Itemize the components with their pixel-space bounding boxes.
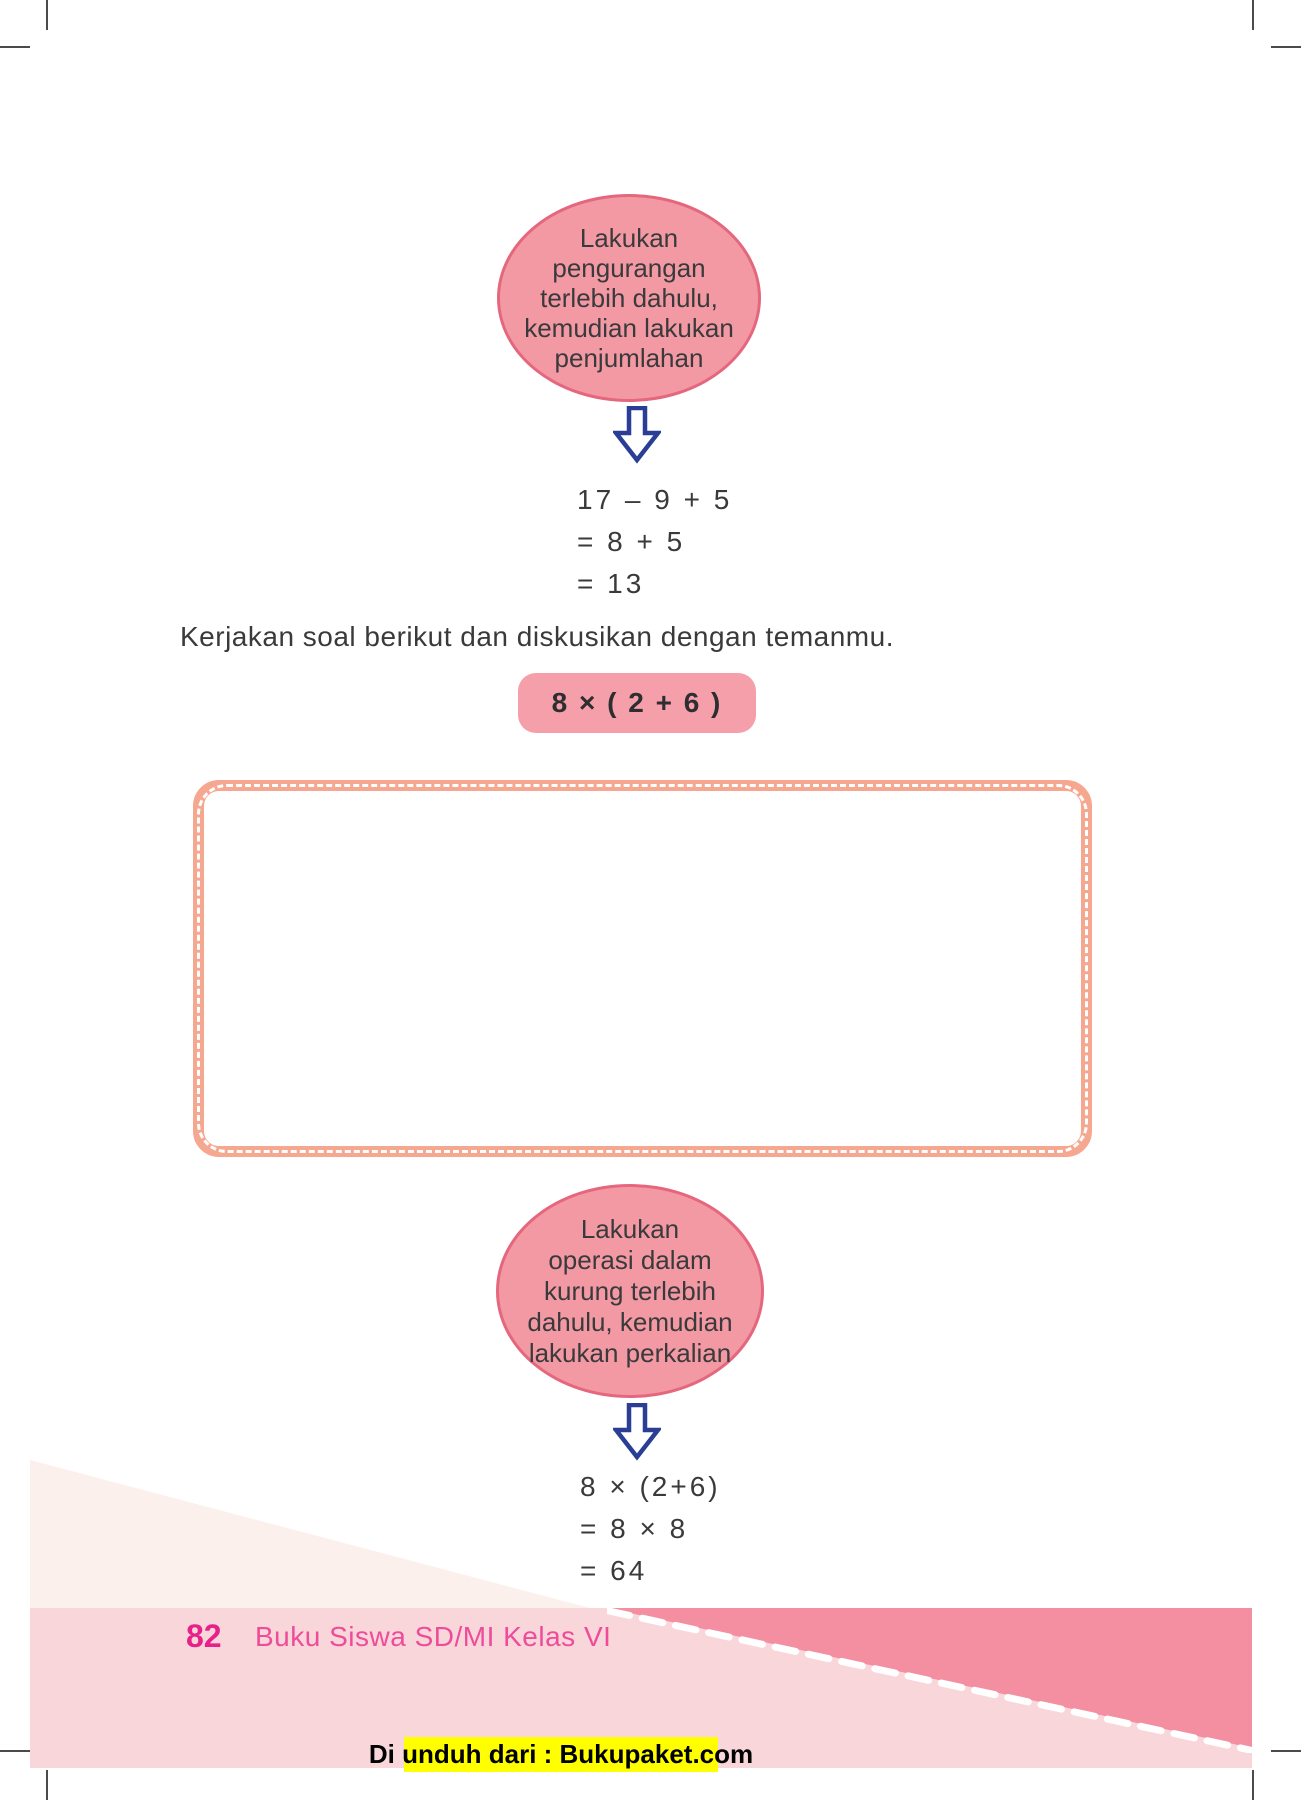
crop-mark-top-left-horizontal: [0, 46, 30, 48]
watermark-banner: [368, 1737, 754, 1772]
problem-label-chip: [518, 673, 756, 733]
hint-line: pengurangan: [552, 253, 706, 283]
crop-mark-bottom-right-horizontal: [1271, 1750, 1301, 1752]
hint-bubble-subtraction: [497, 194, 761, 402]
math-line: = 13: [577, 568, 645, 599]
hint-line: kurung terlebih: [544, 1275, 716, 1306]
math-line: = 8 + 5: [577, 526, 686, 557]
hint-line: lakukan perkalian: [528, 1337, 732, 1368]
crop-mark-top-left-vertical: [46, 0, 48, 30]
hint-line: penjumlahan: [554, 343, 704, 373]
hint-bubble-parentheses: [496, 1184, 764, 1398]
watermark-text: Di unduh dari : Bukupaket.com: [368, 1739, 754, 1769]
hint-line: Lakukan: [580, 1213, 680, 1244]
crop-mark-top-right-vertical: [1252, 0, 1254, 30]
decorative-pink-wedge: [607, 1605, 1252, 1753]
page-number: 82: [186, 1618, 222, 1654]
worked-example-1: [577, 479, 732, 605]
hint-line: operasi dalam: [548, 1244, 712, 1275]
hint-line: dahulu, kemudian: [527, 1306, 733, 1337]
footer-book-title: Buku Siswa SD/MI Kelas VI: [255, 1621, 612, 1652]
math-line: 8 × (2+6): [580, 1471, 721, 1502]
crop-mark-top-right-horizontal: [1271, 46, 1301, 48]
decorative-pale-triangle: [30, 1460, 590, 1608]
answer-box: [193, 780, 1092, 1157]
problem-label: 8 × ( 2 + 6 ): [551, 687, 723, 718]
crop-mark-bottom-left-horizontal: [0, 1750, 30, 1752]
down-arrow-icon: [613, 406, 661, 464]
crop-mark-bottom-left-vertical: [46, 1770, 48, 1800]
instruction-text: Kerjakan soal berikut dan diskusikan dengan temanmu.: [180, 621, 894, 652]
math-line: = 64: [580, 1555, 648, 1586]
hint-line: Lakukan: [579, 223, 679, 253]
crop-mark-bottom-right-vertical: [1252, 1770, 1254, 1800]
down-arrow-icon: [613, 1403, 661, 1461]
math-line: = 8 × 8: [580, 1513, 689, 1544]
hint-line: kemudian lakukan: [524, 313, 734, 343]
hint-line: terlebih dahulu,: [540, 283, 718, 313]
worked-example-2: [580, 1466, 721, 1592]
math-line: 17 – 9 + 5: [577, 484, 733, 515]
